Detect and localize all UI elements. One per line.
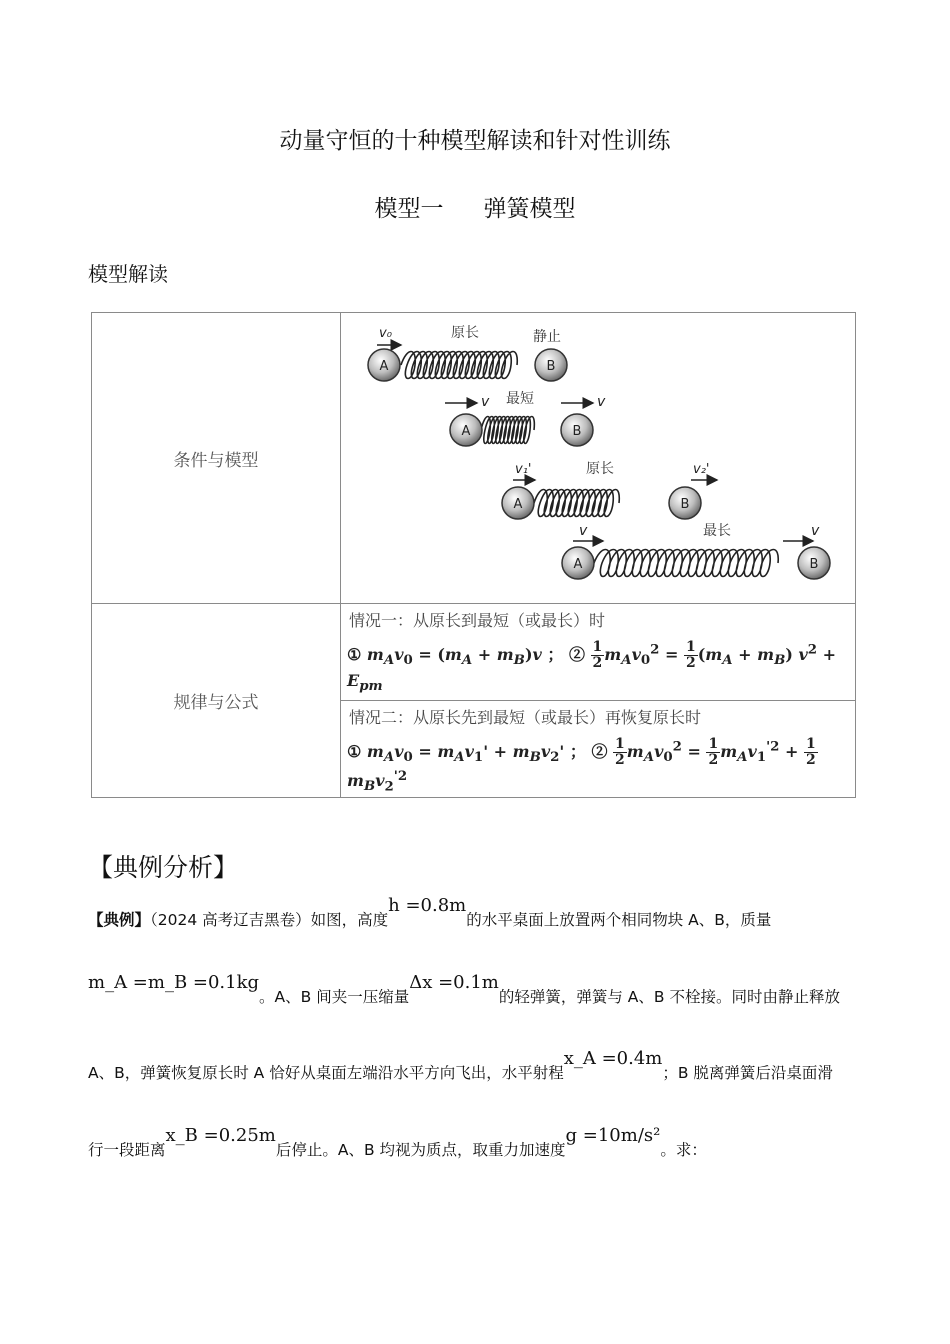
example-tag: 【典例】 — [88, 911, 151, 929]
stage1-velocity-label: v₀ — [379, 326, 392, 341]
row-label-conditions: 条件与模型 — [92, 313, 341, 604]
document-title: 动量守恒的十种模型解读和针对性训练 — [279, 128, 671, 154]
svg-text:A: A — [461, 424, 471, 439]
svg-text:A: A — [573, 557, 583, 572]
case2-text: 情况二：从原长先到最短（或最长）再恢复原长时 — [349, 708, 702, 727]
stage4-spring-label: 最长 — [703, 523, 731, 539]
model-subtitle — [0, 190, 950, 223]
section-label: 模型解读 — [88, 262, 168, 286]
stage-1 — [368, 325, 567, 381]
svg-text:B: B — [809, 557, 819, 572]
case1-text: 情况一：从原长到最短（或最长）时 — [349, 611, 606, 630]
stage1-spring-label: 原长 — [451, 325, 479, 341]
example-heading: 【典例分析】 — [88, 853, 239, 882]
stage4-velocity-b: v — [811, 523, 820, 539]
case1-formula: ① $m_Av_0 = (m_A + m_B)v$ ； ② $\frac{1}{2}$ $m_Av_0^2$ = $\frac{1}{2}$ $(m_A + m_B) v^2 + E_{pm}$ — [347, 639, 837, 695]
spring-2 — [481, 417, 534, 444]
svg-text:B: B — [546, 359, 556, 374]
stage-4 — [562, 523, 830, 579]
spring-3 — [534, 490, 619, 517]
stage-3 — [502, 461, 717, 519]
svg-text:B: B — [680, 497, 690, 512]
spring-1 — [401, 352, 517, 379]
example-line-1: 【典例】（2024 高考辽吉黑卷）如图，高度h =0.8m的水平桌面上放置两个相同物块 A、B，质量 — [88, 895, 772, 929]
row-label-rules: 规律与公式 — [92, 604, 341, 798]
example-line-2: m_A =m_B =0.1kg。A、B 间夹一压缩量Δx =0.1m的轻弹簧，弹簧与 A、B 不栓接。同时由静止释放 — [88, 972, 840, 1006]
stage-2 — [445, 391, 606, 446]
model-number: 模型一 — [374, 196, 444, 222]
stage3-spring-label: 原长 — [586, 461, 614, 477]
example-line-4: 行一段距离x_B =0.25m后停止。A、B 均视为质点，取重力加速度g =10m/s²。求： — [88, 1125, 707, 1159]
svg-text:A: A — [513, 497, 523, 512]
stage2-velocity-a: v — [481, 394, 490, 410]
stage2-velocity-b: v — [597, 394, 606, 410]
stage3-velocity-a: v₁' — [515, 462, 532, 477]
svg-text:A: A — [379, 359, 389, 374]
spring-diagram — [341, 313, 856, 603]
spring-4 — [594, 550, 778, 577]
stage4-velocity-a: v — [579, 523, 588, 539]
svg-text:B: B — [572, 424, 582, 439]
spring-diagram-cell — [341, 313, 856, 604]
case2-formula: ① $m_Av_0 = m_Av_1' + m_Bv_2'$ ； ② $\frac{1}{2}$ $m_Av_0^2$ = $\frac{1}{2}$ $m_Av_1^{'2}$ + $\frac{1}{2}$ $m_Bv_2^{'2}$ — [347, 736, 816, 795]
stage2-spring-label: 最短 — [506, 391, 534, 407]
gravity-value: g =10m/s² — [565, 1125, 661, 1146]
distance-b-value: x_B =0.25m — [165, 1125, 276, 1146]
example-line-3: A、B，弹簧恢复原长时 A 恰好从桌面左端沿水平方向飞出，水平射程x_A =0.4m；B 脱离弹簧后沿桌面滑 — [88, 1048, 833, 1082]
case2-cell — [341, 701, 856, 798]
compression-value: Δx =0.1m — [409, 972, 499, 993]
stage1-rest-label: 静止 — [533, 329, 561, 345]
case1-cell — [341, 604, 856, 701]
height-value: h =0.8m — [388, 895, 467, 916]
mass-value: m_A =m_B =0.1kg — [88, 972, 260, 993]
stage3-velocity-b: v₂' — [693, 462, 710, 477]
model-name: 弹簧模型 — [483, 196, 576, 222]
model-table — [91, 312, 856, 798]
range-a-value: x_A =0.4m — [563, 1048, 663, 1069]
